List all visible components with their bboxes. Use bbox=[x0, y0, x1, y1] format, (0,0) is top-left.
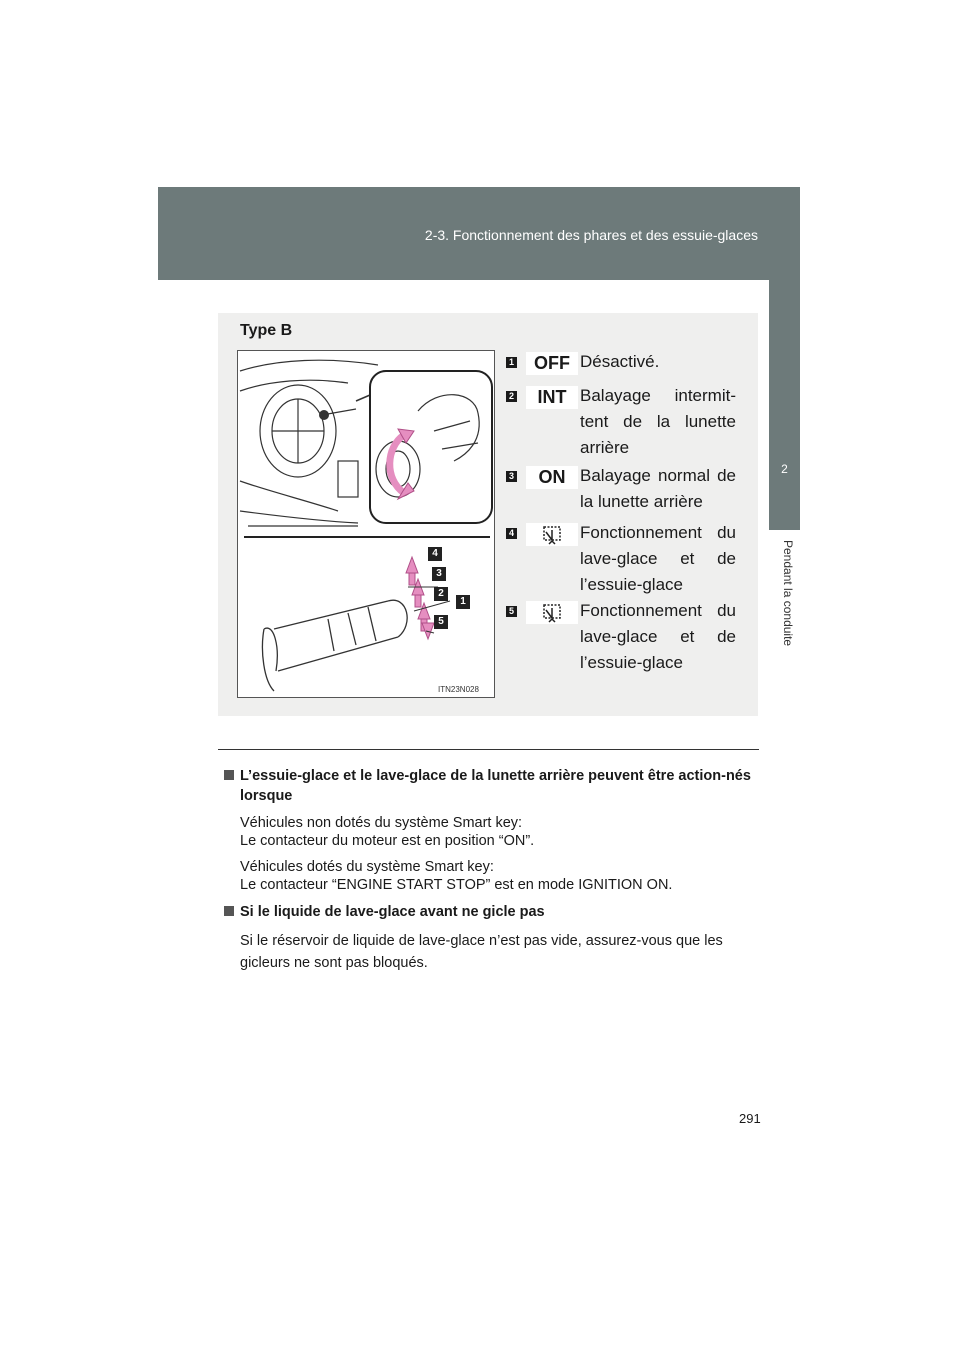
legend-text: Désactivé. bbox=[580, 352, 660, 371]
note-heading bbox=[222, 902, 758, 922]
legend-text: Fonctionnement du lave-glace et de l’essuie-glace bbox=[580, 523, 736, 594]
note-heading bbox=[222, 766, 758, 806]
legend-number: 1 bbox=[506, 357, 517, 368]
legend-number: 5 bbox=[506, 606, 517, 617]
figure-label-3: 3 bbox=[432, 567, 446, 581]
rear-washer-icon bbox=[526, 601, 578, 624]
section-divider bbox=[218, 749, 759, 750]
legend-text: Balayage intermit-tent de la lunette arrière bbox=[580, 386, 736, 457]
bullet-square-icon bbox=[224, 770, 234, 780]
figure-label-2: 2 bbox=[434, 587, 448, 601]
panel-title: Type B bbox=[240, 322, 293, 339]
bullet-square-icon bbox=[224, 906, 234, 916]
note-paragraph bbox=[222, 814, 758, 850]
off-symbol: OFF bbox=[526, 352, 578, 375]
rear-washer-icon bbox=[526, 523, 578, 546]
legend-text: Balayage normal de la lunette arrière bbox=[580, 466, 736, 511]
lever-drawing bbox=[238, 351, 496, 699]
figure-label-5: 5 bbox=[434, 615, 448, 629]
note-heading-text: L’essuie-glace et le lave-glace de la lunette arrière peuvent être action-nés lorsque bbox=[240, 768, 751, 804]
page-number: 291 bbox=[739, 1111, 761, 1126]
figure-label-4: 4 bbox=[428, 547, 442, 561]
legend-number: 3 bbox=[506, 471, 517, 482]
note-line: Le contacteur du moteur est en position “ON”. bbox=[240, 833, 535, 849]
int-symbol: INT bbox=[526, 386, 578, 409]
legend-text: Fonctionnement du lave-glace et de l’essuie-glace bbox=[580, 601, 736, 672]
figure-code: ITN23N028 bbox=[438, 685, 479, 694]
note-heading-text: Si le liquide de lave-glace avant ne gicle pas bbox=[240, 904, 545, 920]
figure-label-1: 1 bbox=[456, 595, 470, 609]
note-line: Véhicules dotés du système Smart key: bbox=[240, 859, 494, 875]
chapter-label: Pendant la conduite bbox=[781, 540, 795, 647]
note-line: Le contacteur “ENGINE START STOP” est en mode IGNITION ON. bbox=[240, 877, 673, 893]
chapter-tab bbox=[769, 280, 800, 530]
legend-number: 2 bbox=[506, 391, 517, 402]
section-title: 2-3. Fonctionnement des phares et des essuie-glaces bbox=[424, 227, 758, 243]
note-paragraph bbox=[222, 858, 758, 894]
legend-number: 4 bbox=[506, 528, 517, 539]
note-paragraph: Si le réservoir de liquide de lave-glace n’est pas vide, assurez-vous que les gicleurs ne sont pas bloqués. bbox=[240, 933, 723, 971]
section-header bbox=[158, 187, 800, 280]
notes-section bbox=[222, 766, 758, 974]
note-line: Véhicules non dotés du système Smart key: bbox=[240, 815, 523, 831]
on-symbol: ON bbox=[526, 466, 578, 489]
chapter-number: 2 bbox=[781, 462, 788, 476]
wiper-lever-illustration bbox=[237, 350, 495, 698]
